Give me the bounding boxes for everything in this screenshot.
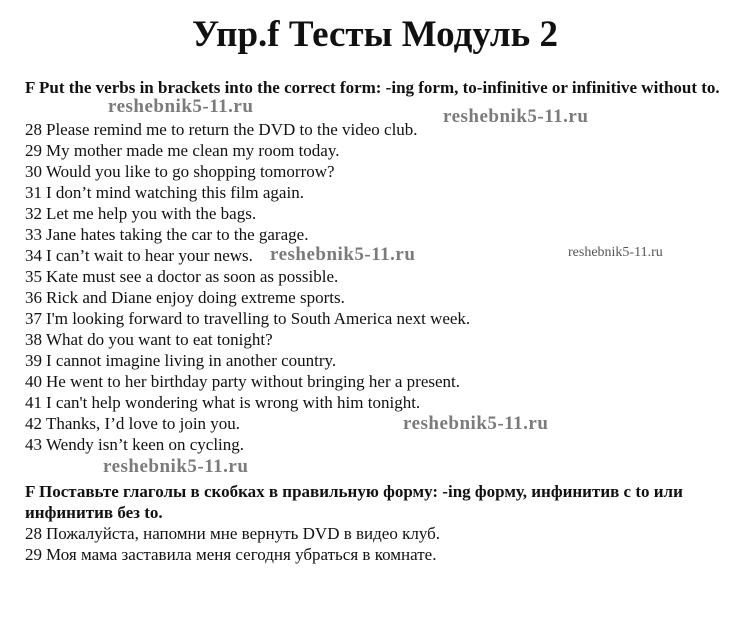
item-number: 28 <box>25 524 42 543</box>
watermark: reshebnik5-11.ru <box>403 413 549 434</box>
answer-list-en <box>25 119 725 455</box>
item-text: Thanks, I’d love to join you. <box>46 414 241 433</box>
item-text: Let me help you with the bags. <box>46 204 257 223</box>
item-number: 40 <box>25 372 42 391</box>
item-number: 31 <box>25 183 42 202</box>
item-number: 38 <box>25 330 42 349</box>
answer-list-ru <box>25 523 725 565</box>
list-item <box>25 203 725 224</box>
item-text: Моя мама заставила меня сегодня убраться в комнате. <box>46 545 437 564</box>
item-text: I can't help wondering what is wrong with him tonight. <box>46 393 421 412</box>
list-item <box>25 350 725 371</box>
item-text: Jane hates taking the car to the garage. <box>46 225 309 244</box>
list-item <box>25 308 725 329</box>
list-item <box>25 523 725 544</box>
item-text: Пожалуйста, напомни мне вернуть DVD в видео клуб. <box>46 524 440 543</box>
item-text: What do you want to eat tonight? <box>46 330 273 349</box>
watermark: reshebnik5-11.ru <box>103 456 249 477</box>
item-number: 42 <box>25 414 42 433</box>
item-text: My mother made me clean my room today. <box>46 141 340 160</box>
item-text: I don’t mind watching this film again. <box>46 183 304 202</box>
task-instruction-en: F Put the verbs in brackets into the correct form: -ing form, to-infinitive or infinitive without to. <box>25 78 720 97</box>
watermark: reshebnik5-11.ru <box>270 244 416 265</box>
item-number: 29 <box>25 545 42 564</box>
item-number: 29 <box>25 141 42 160</box>
item-text: Please remind me to return the DVD to the video club. <box>46 120 418 139</box>
watermark: reshebnik5-11.ru <box>108 96 254 117</box>
item-number: 37 <box>25 309 42 328</box>
item-number: 28 <box>25 120 42 139</box>
list-item <box>25 119 725 140</box>
item-text: Wendy isn’t keen on cycling. <box>46 435 245 454</box>
list-item <box>25 287 725 308</box>
item-number: 32 <box>25 204 42 223</box>
list-item <box>25 434 725 455</box>
list-item <box>25 182 725 203</box>
list-item <box>25 329 725 350</box>
item-number: 39 <box>25 351 42 370</box>
item-number: 41 <box>25 393 42 412</box>
item-text: I can’t wait to hear your news. <box>46 246 253 265</box>
item-number: 36 <box>25 288 42 307</box>
item-text: I cannot imagine living in another country. <box>46 351 337 370</box>
watermark: reshebnik5-11.ru <box>568 245 663 260</box>
item-text: I'm looking forward to travelling to South America next week. <box>46 309 471 328</box>
list-item <box>25 392 725 413</box>
list-item <box>25 161 725 182</box>
task-instruction-ru: F Поставьте глаголы в скобках в правильную форму: -ing форму, инфинитив с to или инфинитив без to. <box>25 482 683 522</box>
item-number: 30 <box>25 162 42 181</box>
list-item <box>25 140 725 161</box>
item-number: 33 <box>25 225 42 244</box>
list-item <box>25 371 725 392</box>
item-text: Kate must see a doctor as soon as possible. <box>46 267 339 286</box>
item-text: He went to her birthday party without bringing her a present. <box>46 372 461 391</box>
item-text: Would you like to go shopping tomorrow? <box>46 162 335 181</box>
item-text: Rick and Diane enjoy doing extreme sports. <box>46 288 345 307</box>
list-item <box>25 266 725 287</box>
item-number: 43 <box>25 435 42 454</box>
item-number: 35 <box>25 267 42 286</box>
watermark: reshebnik5-11.ru <box>443 106 589 127</box>
page-title: Упр.f Тесты Модуль 2 <box>192 14 558 55</box>
list-item <box>25 544 725 565</box>
item-number: 34 <box>25 246 42 265</box>
list-item <box>25 413 725 434</box>
